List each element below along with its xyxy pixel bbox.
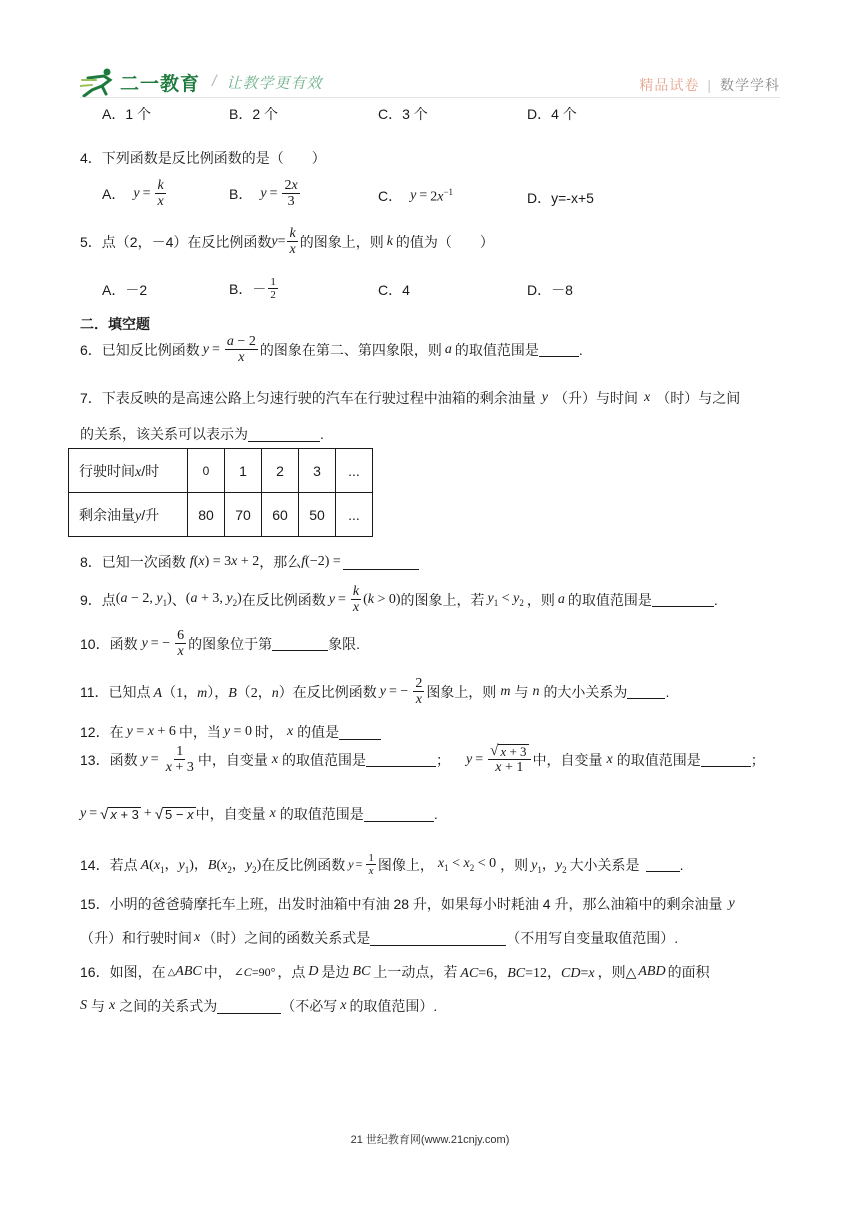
- q8-answer-blank[interactable]: [343, 555, 419, 570]
- header-subject: 数学学科: [720, 77, 780, 93]
- logo: [80, 66, 322, 98]
- q6-answer-blank[interactable]: [539, 342, 579, 357]
- q11-answer-blank[interactable]: [627, 684, 665, 699]
- q14-answer-blank[interactable]: [646, 857, 680, 872]
- question-15-line1: 15．小明的爸爸骑摩托车上班，出发时油箱中有油 28 升，如果每小时耗油 4 升，那么油箱中的剩余油量 y: [80, 896, 735, 912]
- q10-answer-blank[interactable]: [272, 636, 328, 651]
- q3-option-d: D．4 个: [527, 106, 577, 122]
- runner-logo-icon: [80, 66, 118, 98]
- question-7-line1: 7．下表反映的是高速公路上匀速行驶的汽车在行驶过程中油箱的剩余油量 y （升）与时间 x （时）与之间: [80, 390, 741, 406]
- q7-answer-blank[interactable]: [248, 427, 320, 442]
- q5-option-a: A．－2: [102, 282, 148, 298]
- question-12: 12．在 y = x + 6 中，当 y = 0 时， x 的值是: [80, 722, 381, 742]
- page-footer: 21 世纪教育网(www.21cnjy.com): [350, 1134, 510, 1146]
- table-row: [69, 449, 373, 493]
- logo-text: 二一教育: [120, 73, 201, 95]
- table-header-fuel: 剩余油量y/升: [69, 493, 188, 537]
- question-13-line1: 13．函数 y = $\frac{1}{x + 3}$ 中，自变量 x 的取值范围是 ； y = √ x + 3 x + 1 中，自变量 x 的取值范围是 ；: [80, 743, 765, 776]
- question-16-line1: 16．如图，在 △ABC 中， ∠C=90° ，点 D 是边 BC 上一动点，若 AC=6，BC=12，CD=x ，则△ ABD 的面积: [80, 964, 710, 981]
- question-6: 6．已知反比例函数 y = $\frac{a - 2}{x}$ 的图象在第二、第四象限，则 a 的取值范围是 .: [80, 334, 583, 365]
- table-row: [69, 493, 373, 537]
- table-cell: 60: [262, 493, 299, 537]
- table-cell: 70: [225, 493, 262, 537]
- table-cell: 3: [299, 449, 336, 493]
- table-cell: 80: [188, 493, 225, 537]
- question-15-line2: （升）和行驶时间 x （时）之间的函数关系式是 （不用写自变量取值范围）.: [80, 930, 679, 946]
- q3-option-a: A．1 个: [102, 106, 152, 122]
- question-10: 10．函数 y = − $\frac{6}{x}$ 的图象位于第 象限.: [80, 628, 360, 659]
- q15-answer-blank[interactable]: [370, 931, 506, 946]
- logo-slogan: 让教学更有效: [226, 74, 323, 92]
- fuel-table: [68, 448, 373, 537]
- q13-answer-blank-2[interactable]: [701, 752, 751, 767]
- section-2-title: 二．填空题: [80, 316, 150, 332]
- question-4: 4．下列函数是反比例函数的是（ ）: [80, 150, 326, 166]
- q4-option-c: C． y = $2x^{-1}$: [378, 186, 454, 205]
- q4-options: [102, 178, 782, 218]
- header-brand: 精品试卷: [639, 77, 700, 93]
- q13-answer-blank-3[interactable]: [364, 807, 434, 822]
- table-cell: 50: [299, 493, 336, 537]
- logo-separator: /: [212, 73, 217, 90]
- q5-option-d: D．－8: [527, 282, 573, 298]
- table-cell: 2: [262, 449, 299, 493]
- q5-options: [102, 276, 782, 306]
- question-7-line2: 的关系，该关系可以表示为 .: [80, 426, 324, 442]
- question-14: 14．若点 $A(x_1$，$y_1$)，$B(x_2$，$y_2$) 在反比例函数 y = $\frac{1}{x}$ 图像上， $x_1 < x_2 < 0$ ，则 $y_1$，$y_2$ 大小关系是 .: [80, 852, 684, 877]
- question-5: 5．点（2，－4）在反比例函数 y = $\frac{k}{x}$ 的图象上，则 k 的值为（ ）: [80, 226, 494, 257]
- q13-answer-blank-1[interactable]: [366, 752, 436, 767]
- q16-answer-blank[interactable]: [217, 999, 281, 1014]
- q3-option-b: B．2 个: [229, 106, 279, 122]
- question-8: 8．已知一次函数 f(x) = 3x + 2 ，那么 f(−2) =: [80, 552, 419, 572]
- q12-answer-blank[interactable]: [339, 725, 381, 740]
- q9-answer-blank[interactable]: [652, 592, 714, 607]
- question-11: 11．已知点 A（1，m），B（2，n） 在反比例函数 y = − $\frac{2}{x}$ 图象上，则 m 与 n 的大小关系为 .: [80, 676, 670, 707]
- question-9: 9．点 (a − 2, $y_1$) 、 (a + 3, $y_2$) 在反比例函数 y = $\frac{k}{x}$ (k > 0) 的图象上，若 $y_1 < y_2$ ，则 a 的取值范围是 .: [80, 584, 718, 615]
- q4-option-d: D．y=-x+5: [527, 190, 594, 206]
- header-right: 精品试卷 | 数学学科: [639, 77, 780, 93]
- q4-option-b: B． y = $\frac{2x}{3}$: [229, 178, 298, 209]
- table-cell: ...: [336, 493, 373, 537]
- question-16-line2: S 与 x 之间的关系式为 （不必写 x 的取值范围）.: [80, 998, 438, 1014]
- table-cell: ...: [336, 449, 373, 493]
- q5-option-c: C．4: [378, 282, 410, 298]
- header-divider: [80, 97, 780, 98]
- table-cell: 0: [188, 449, 225, 493]
- q3-option-c: C．3 个: [378, 106, 428, 122]
- q5-option-b: B．－ $\frac{1}{2}$: [229, 276, 276, 301]
- table-cell: 1: [225, 449, 262, 493]
- page-header: [0, 0, 860, 110]
- q4-option-a: A． y = $\frac{k}{x}$: [102, 178, 164, 209]
- table-header-time: 行驶时间x/时: [69, 449, 188, 493]
- question-13-line2: y = √ x + 3 + √ 5 − x 中，自变量 x 的取值范围是 .: [80, 805, 438, 823]
